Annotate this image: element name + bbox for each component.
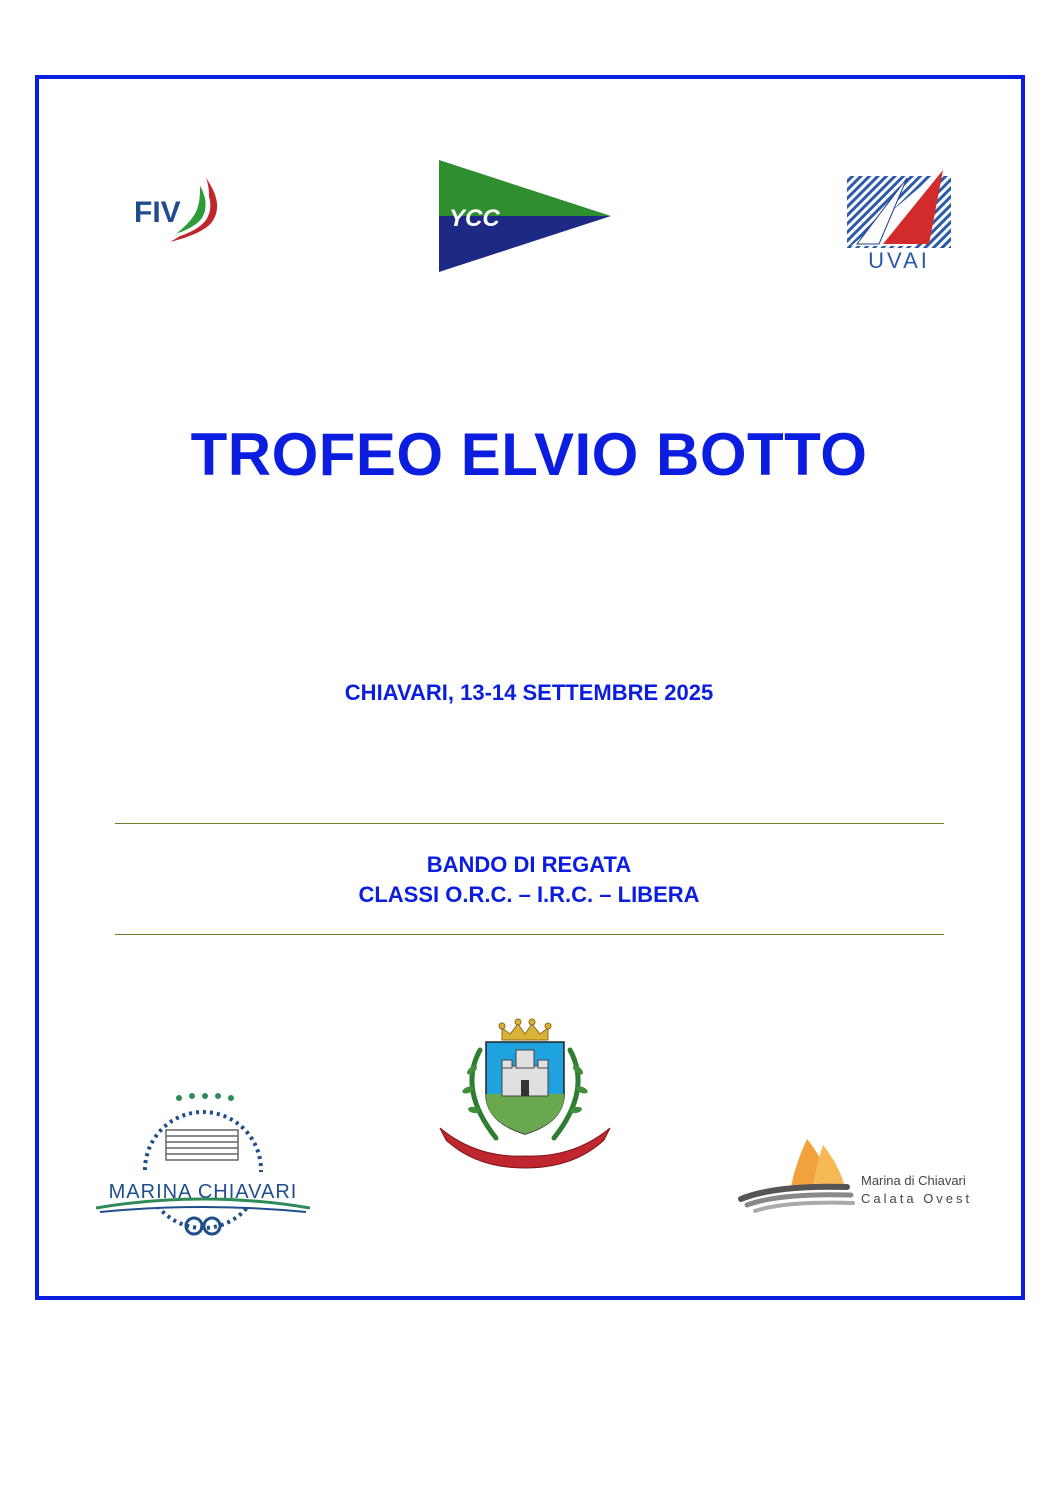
fiv-logo-text: FIV <box>134 196 181 229</box>
uvai-logo <box>843 158 955 272</box>
ycc-burgee-logo <box>437 158 613 274</box>
location-date: CHIAVARI, 13-14 SETTEMBRE 2025 <box>344 680 714 705</box>
marina-chiavari-logo <box>96 1090 310 1242</box>
marina-calata-line2: Calata Ovest <box>861 1191 973 1206</box>
fiv-logo <box>130 170 230 245</box>
notice-title: BANDO DI REGATA <box>426 852 632 877</box>
marina-chiavari-text: MARINA CHIAVARI <box>108 1181 298 1203</box>
chiavari-coat-of-arms <box>436 1010 614 1170</box>
divider-top <box>115 823 944 824</box>
marina-calata-ovest-logo <box>735 1135 999 1215</box>
marina-calata-line1: Marina di Chiavari <box>861 1173 966 1188</box>
notice-block <box>0 850 1058 910</box>
uvai-text: UVAI <box>868 248 930 272</box>
divider-bottom <box>115 934 944 935</box>
ycc-text: YCC <box>449 205 500 232</box>
classes-line: CLASSI O.R.C. – I.R.C. – LIBERA <box>358 882 700 907</box>
page-title: TROFEO ELVIO BOTTO <box>190 421 868 488</box>
